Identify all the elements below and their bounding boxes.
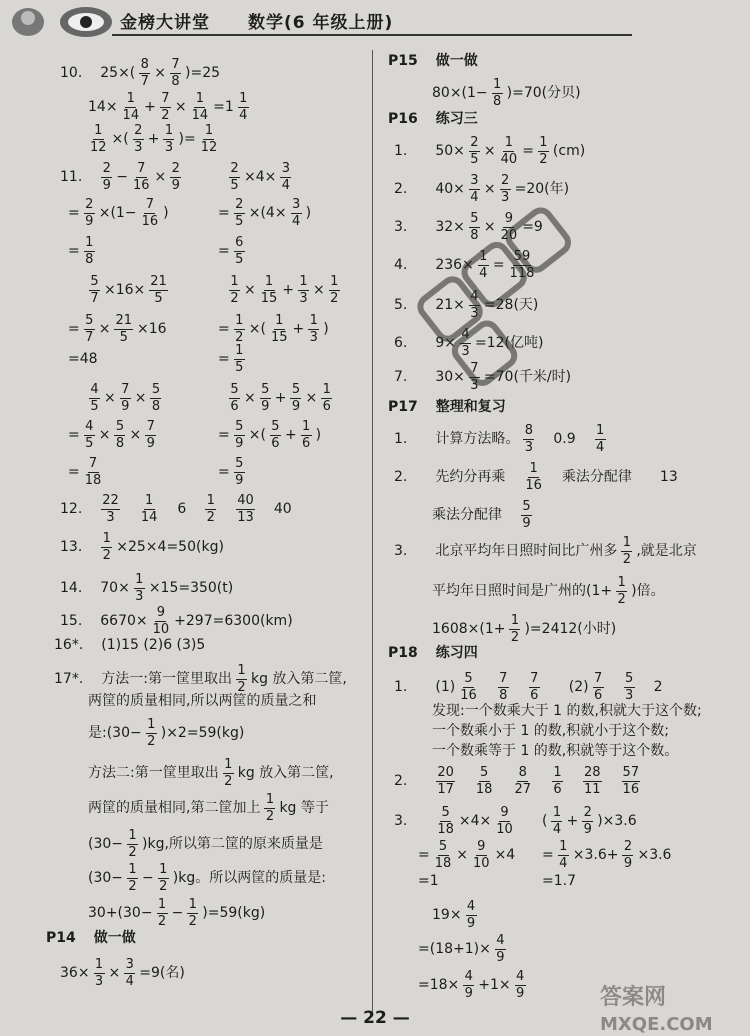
p18-item3-line5: =(18+1)× $\frac{4}{9}$ <box>418 933 505 965</box>
q12-line: 12. 22 3 1 14 6 1 2 40 13 40 <box>60 493 292 525</box>
q14-line: 14. 70× $\frac{1}{3}$ ×15=350(t) <box>60 572 234 604</box>
q11-col2-line5: = $\frac{1}{2}$ ×( 1 15 + $\frac{1}{3}$ ) <box>218 313 329 345</box>
q11-line7: $\frac{4}{5}$ × $\frac{7}{9}$ × $\frac{5}{8}$ <box>90 382 161 414</box>
q17-line6: (30− $\frac{1}{2}$ )kg,所以第二筐的原来质量是 <box>88 828 323 860</box>
q10-line1: 10. 25×( $\frac{8}{7}$ × $\frac{7}{8}$ )=25 <box>60 57 221 89</box>
p15-heading: P15 做一做 <box>388 53 478 69</box>
q17-line7: (30− $\frac{1}{2}$ − $\frac{1}{2}$ )kg。所以两筐的质量是: <box>88 862 326 894</box>
q11-col2-line4: $\frac{1}{2}$ × $\frac{1}{15}$ + $\frac{1}{3}$ × $\frac{1}{2}$ <box>230 274 339 306</box>
q11-line6: =48 <box>68 351 98 367</box>
q13-line: 13. $\frac{1}{2}$ ×25×4=50(kg) <box>60 531 224 563</box>
q-number: 12. <box>60 501 83 518</box>
p16-item6: 6. 9× $\frac{4}{3}$ =12(亿吨) <box>394 327 544 359</box>
q-number: 16*. <box>54 637 84 653</box>
p18-note3: 一个数乘等于 1 的数,积就等于这个数。 <box>432 743 679 759</box>
q-number: 17*. <box>54 671 84 688</box>
q-number: 10. <box>60 65 83 82</box>
p18-note1: 发现:一个数乘大于 1 的数,积就大于这个数; <box>432 703 702 719</box>
p16-heading: P16 练习三 <box>388 111 478 127</box>
p16-item5: 5. 21× $\frac{4}{3}$ =28(天) <box>394 289 539 321</box>
p17-heading: P17 整理和复习 <box>388 399 506 415</box>
p17-item1: 1. 计算方法略。 8 3 0.9 1 4 <box>394 423 605 455</box>
q-number: 14. <box>60 580 83 597</box>
p16-item7: 7. 30× $\frac{7}{3}$ =70(千米/时) <box>394 361 572 393</box>
p18-item3-line2: = $\frac{5}{18}$ × $\frac{9}{10}$ ×4 <box>418 839 516 871</box>
p18-item3-col2-line3: =1.7 <box>542 873 576 889</box>
p18-item3-line4: 19× $\frac{4}{9}$ <box>432 899 476 931</box>
q10-line3: $\frac{1}{12}$ ×( 2 3 + $\frac{1}{3}$ )= $\frac{1}{12}$ <box>90 123 218 155</box>
header-subject: 数学(6 年级上册) <box>248 13 394 33</box>
p17-item2: 2. 先约分再乘 1 16 乘法分配律 13 <box>394 461 678 493</box>
q17-line5: 两筐的质量相同,第二筐加上 1 2 kg 等于 <box>88 792 329 824</box>
site-watermark: 答案网 MXQE.COM <box>600 985 713 1035</box>
header-rule <box>112 34 632 36</box>
p16-item1: 1. 50× $\frac{2}{5}$ × $\frac{1}{40}$ = $\frac{1}{2}$ (cm) <box>394 135 586 167</box>
p18-item3-line6: =18× $\frac{4}{9}$ +1× $\frac{4}{9}$ <box>418 969 525 1001</box>
p18-item3-col2-line2: = $\frac{1}{4}$ ×3.6+ $\frac{2}{9}$ ×3.6 <box>542 839 672 871</box>
q11-col2-line1: $\frac{2}{5}$ ×4× $\frac{3}{4}$ <box>230 161 291 193</box>
p16-item3: 3. 32× $\frac{5}{8}$ × $\frac{9}{20}$ =9 <box>394 211 543 243</box>
p15-line: 80×(1− $\frac{1}{8}$ )=70(分贝) <box>432 77 581 109</box>
p17-item3: 3. 北京平均年日照时间比广州多 1 2 ,就是北京 <box>394 535 697 567</box>
q11-line5: = $\frac{5}{7}$ × $\frac{21}{5}$ ×16 <box>68 313 167 345</box>
q11-col2-line3: = $\frac{6}{5}$ <box>218 235 244 267</box>
q11-line2: = $\frac{2}{9}$ ×(1− $\frac{7}{16}$ ) <box>68 197 169 229</box>
q17-line2: 两筐的质量相同,所以两筐的质量之和 <box>88 693 317 709</box>
brand-logo-icon <box>6 2 116 42</box>
q-number: 11. <box>60 169 83 186</box>
q11-line3: = $\frac{1}{8}$ <box>68 235 94 267</box>
q11-col2-line7: $\frac{5}{6}$ × $\frac{5}{9}$ + $\frac{5}{9}$ × $\frac{1}{6}$ <box>230 382 331 414</box>
p18-item3-col2-line1: ( 1 4 + $\frac{2}{9}$ )×3.6 <box>542 805 637 837</box>
page-header <box>0 0 750 44</box>
q11-col2-line8: = $\frac{5}{9}$ ×( 5 6 + $\frac{1}{6}$ ) <box>218 419 322 451</box>
p17-item2-line2: 乘法分配律 5 9 <box>432 499 531 531</box>
p18-item3-line1: 3. $\frac{5}{18}$ ×4× $\frac{9}{10}$ <box>394 805 513 837</box>
page-number: — 22 — <box>340 1008 410 1028</box>
p14-heading: P14 做一做 <box>46 930 136 946</box>
q17-line3: 是:(30− $\frac{1}{2}$ )×2=59(kg) <box>88 717 245 749</box>
column-divider <box>372 50 373 1012</box>
p17-item3-line2: 平均年日照时间是广州的(1+ $\frac{1}{2}$ )倍。 <box>432 575 665 607</box>
q11-col2-line2: = $\frac{2}{5}$ ×(4× $\frac{3}{4}$ ) <box>218 197 312 229</box>
q11-line4: $\frac{5}{7}$ ×16× $\frac{21}{5}$ <box>90 274 167 306</box>
p16-item4: 4. 236× $\frac{1}{4}$ = $\frac{59}{118}$ <box>394 249 535 281</box>
q11-line9: = $\frac{7}{18}$ <box>68 456 102 488</box>
q11-line1: 11. 2 9 − $\frac{7}{16}$ × $\frac{2}{9}$ <box>60 161 180 193</box>
q11-col2-line9: = $\frac{5}{9}$ <box>218 456 244 488</box>
p17-item3-line3: 1608×(1+ $\frac{1}{2}$ )=2412(小时) <box>432 613 617 645</box>
q17-line8: 30+(30− $\frac{1}{2}$ − $\frac{1}{2}$ )=59(kg) <box>88 897 266 929</box>
q-number: 13. <box>60 539 83 556</box>
p14-line: 36× $\frac{1}{3}$ × $\frac{3}{4}$ =9(名) <box>60 957 185 989</box>
q16-line <box>54 638 205 652</box>
p18-heading: P18 练习四 <box>388 645 478 661</box>
q17-line4: 方法二:第一筐里取出 1 2 kg 放入第二筐, <box>88 757 334 789</box>
q11-line8: = $\frac{4}{5}$ × $\frac{5}{8}$ × $\frac{7}{9}$ <box>68 419 155 451</box>
p18-item2: 2. 20 17 5 18 8 27 1 6 28 11 57 16 <box>394 765 640 797</box>
q15-line: 15. 6670× $\frac{9}{10}$ +297=6300(km) <box>60 605 293 637</box>
q16-answer: (1)15 (2)6 (3)5 <box>101 637 206 653</box>
p18-note2: 一个数乘小于 1 的数,积就小于这个数; <box>432 723 669 739</box>
q10-line2: 14× $\frac{1}{14}$ + $\frac{7}{2}$ × $\frac{1}{14}$ =1 1 4 <box>88 91 248 123</box>
header-brand: 金榜大讲堂 <box>120 13 210 33</box>
q11-col2-line6: = $\frac{1}{5}$ <box>218 343 244 375</box>
q-number: 15. <box>60 613 83 630</box>
p18-item1: 1. (1) 5 16 7 8 7 6 (2) 7 6 5 3 2 <box>394 671 663 703</box>
p16-item2: 2. 40× $\frac{3}{4}$ × $\frac{2}{3}$ =20(年) <box>394 173 570 205</box>
p18-item3-line3: =1 <box>418 873 439 889</box>
q17-line1: 17*. 方法一:第一筐里取出 1 2 kg 放入第二筐, <box>54 663 347 695</box>
